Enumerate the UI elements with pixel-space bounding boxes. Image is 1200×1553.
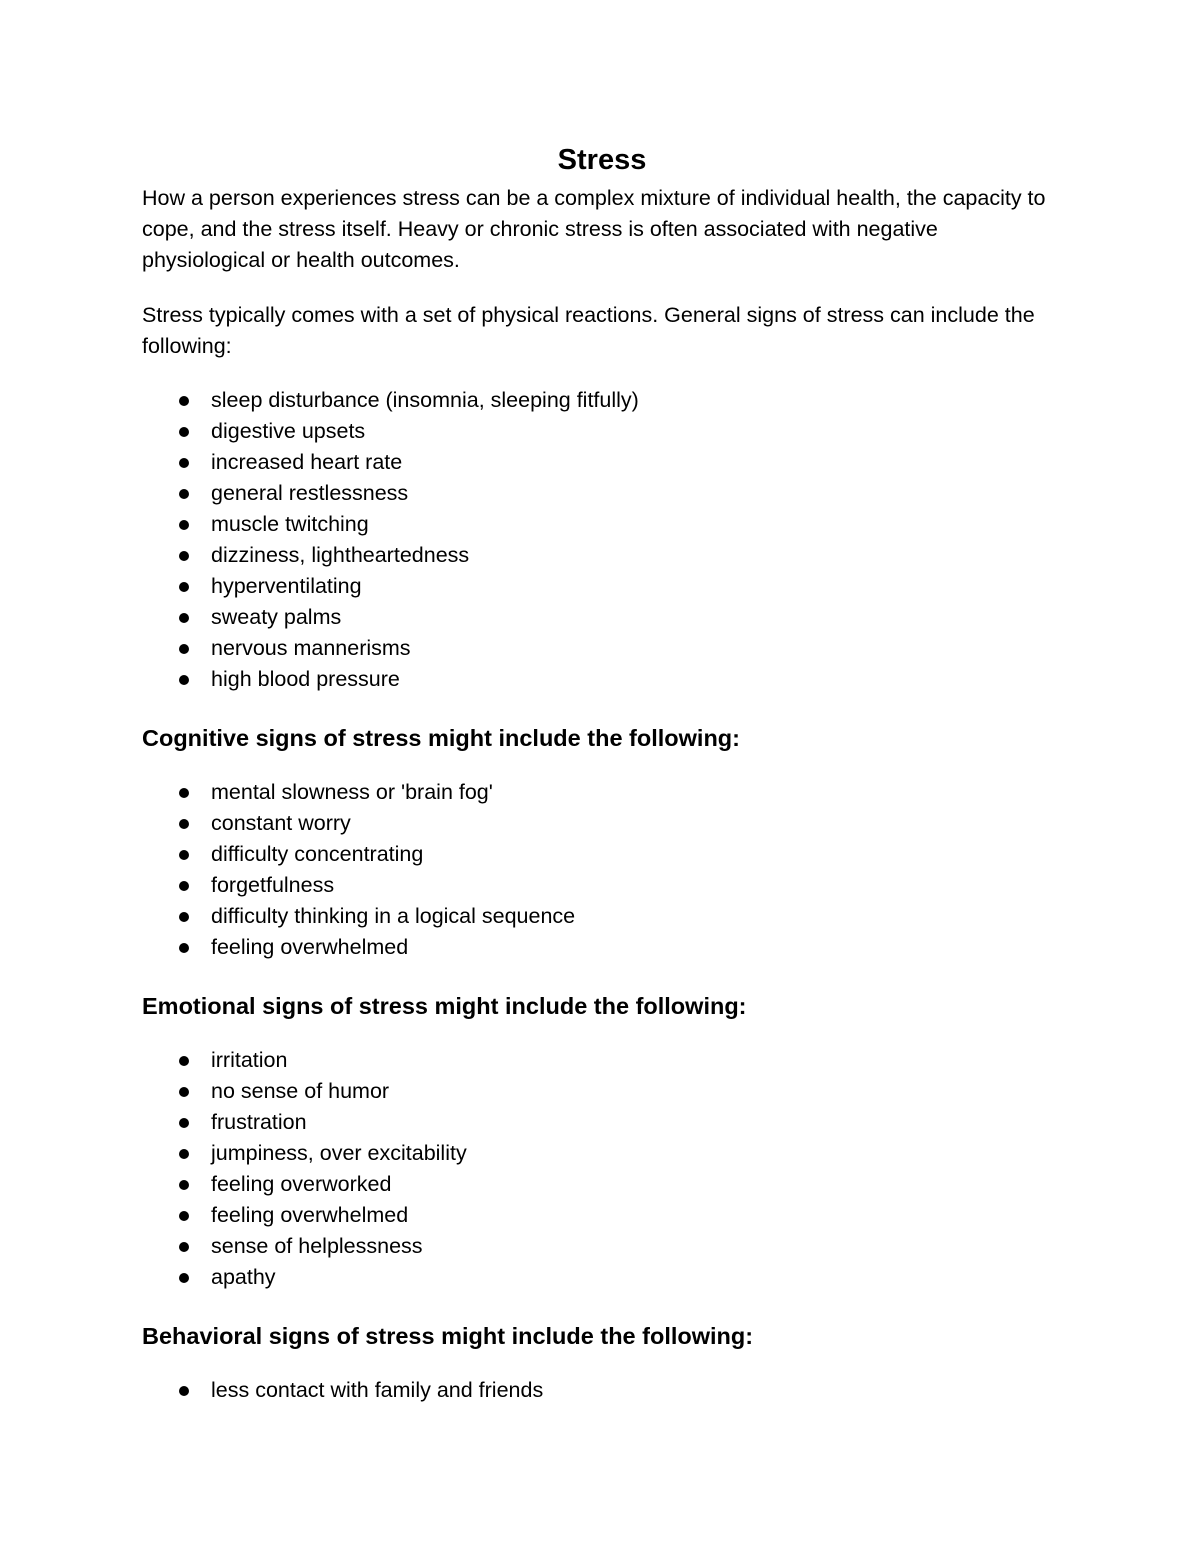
list-item-text: sense of helplessness	[211, 1234, 423, 1258]
list-item-text: forgetfulness	[211, 873, 335, 897]
bullet-icon	[179, 881, 189, 891]
list-item	[142, 571, 1062, 602]
bullet-icon	[179, 1273, 189, 1283]
list-item-text: less contact with family and friends	[211, 1378, 544, 1402]
list-item	[142, 1375, 1062, 1406]
bullet-icon	[179, 458, 189, 468]
list-item	[142, 633, 1062, 664]
bullet-icon	[179, 396, 189, 406]
list-item-text: high blood pressure	[211, 667, 400, 691]
behavioral-signs-list	[142, 1375, 1062, 1406]
list-item-text: difficulty concentrating	[211, 842, 424, 866]
intro-paragraph: How a person experiences stress can be a complex mixture of individual health, the capacity to cope, and the stress itself. Heavy or chronic stress is often associated with negative physiological or health outcomes.	[142, 186, 1046, 272]
list-item	[142, 509, 1062, 540]
list-item	[142, 602, 1062, 633]
list-item-text: irritation	[211, 1048, 288, 1072]
physical-signs-list	[142, 385, 1062, 695]
bullet-icon	[179, 551, 189, 561]
list-item-text: frustration	[211, 1110, 307, 1134]
bullet-icon	[179, 1149, 189, 1159]
bullet-icon	[179, 1087, 189, 1097]
bullet-icon	[179, 788, 189, 798]
bullet-icon	[179, 912, 189, 922]
behavioral-signs-heading: Behavioral signs of stress might include the following:	[142, 1323, 754, 1349]
list-item	[142, 870, 1062, 901]
list-item	[142, 839, 1062, 870]
list-item	[142, 932, 1062, 963]
list-item	[142, 1076, 1062, 1107]
list-item	[142, 808, 1062, 839]
document-page	[142, 140, 1062, 1406]
emotional-signs-heading: Emotional signs of stress might include the following:	[142, 993, 747, 1019]
list-item-text: no sense of humor	[211, 1079, 390, 1103]
emotional-signs-list	[142, 1045, 1062, 1293]
bullet-icon	[179, 427, 189, 437]
bullet-icon	[179, 489, 189, 499]
list-item-text: feeling overwhelmed	[211, 935, 409, 959]
list-item-text: apathy	[211, 1265, 276, 1289]
list-item	[142, 1107, 1062, 1138]
bullet-icon	[179, 1118, 189, 1128]
bullet-icon	[179, 1056, 189, 1066]
list-item-text: nervous mannerisms	[211, 636, 411, 660]
list-item	[142, 1231, 1062, 1262]
list-item	[142, 1169, 1062, 1200]
list-item-text: sleep disturbance (insomnia, sleeping fitfully)	[211, 388, 639, 412]
bullet-icon	[179, 1180, 189, 1190]
list-item	[142, 447, 1062, 478]
bullet-icon	[179, 582, 189, 592]
list-item	[142, 478, 1062, 509]
list-item	[142, 385, 1062, 416]
list-item	[142, 901, 1062, 932]
physical-signs-intro: Stress typically comes with a set of physical reactions. General signs of stress can include the following:	[142, 303, 1035, 358]
list-item-text: digestive upsets	[211, 419, 366, 443]
list-item	[142, 777, 1062, 808]
list-item-text: hyperventilating	[211, 574, 362, 598]
list-item-text: increased heart rate	[211, 450, 403, 474]
cognitive-signs-list	[142, 777, 1062, 963]
list-item	[142, 1138, 1062, 1169]
list-item	[142, 1262, 1062, 1293]
bullet-icon	[179, 1242, 189, 1252]
list-item	[142, 1200, 1062, 1231]
bullet-icon	[179, 644, 189, 654]
list-item-text: mental slowness or 'brain fog'	[211, 780, 493, 804]
list-item	[142, 540, 1062, 571]
bullet-icon	[179, 675, 189, 685]
list-item-text: constant worry	[211, 811, 351, 835]
list-item	[142, 664, 1062, 695]
bullet-icon	[179, 943, 189, 953]
bullet-icon	[179, 613, 189, 623]
list-item-text: feeling overworked	[211, 1172, 392, 1196]
bullet-icon	[179, 850, 189, 860]
list-item	[142, 416, 1062, 447]
list-item-text: feeling overwhelmed	[211, 1203, 409, 1227]
list-item-text: general restlessness	[211, 481, 409, 505]
list-item-text: sweaty palms	[211, 605, 342, 629]
bullet-icon	[179, 819, 189, 829]
cognitive-signs-heading: Cognitive signs of stress might include the following:	[142, 725, 740, 751]
document-title: Stress	[557, 144, 647, 176]
bullet-icon	[179, 1386, 189, 1396]
list-item-text: jumpiness, over excitability	[211, 1141, 467, 1165]
list-item-text: dizziness, lightheartedness	[211, 543, 470, 567]
list-item-text: difficulty thinking in a logical sequence	[211, 904, 576, 928]
bullet-icon	[179, 520, 189, 530]
list-item-text: muscle twitching	[211, 512, 369, 536]
list-item	[142, 1045, 1062, 1076]
bullet-icon	[179, 1211, 189, 1221]
